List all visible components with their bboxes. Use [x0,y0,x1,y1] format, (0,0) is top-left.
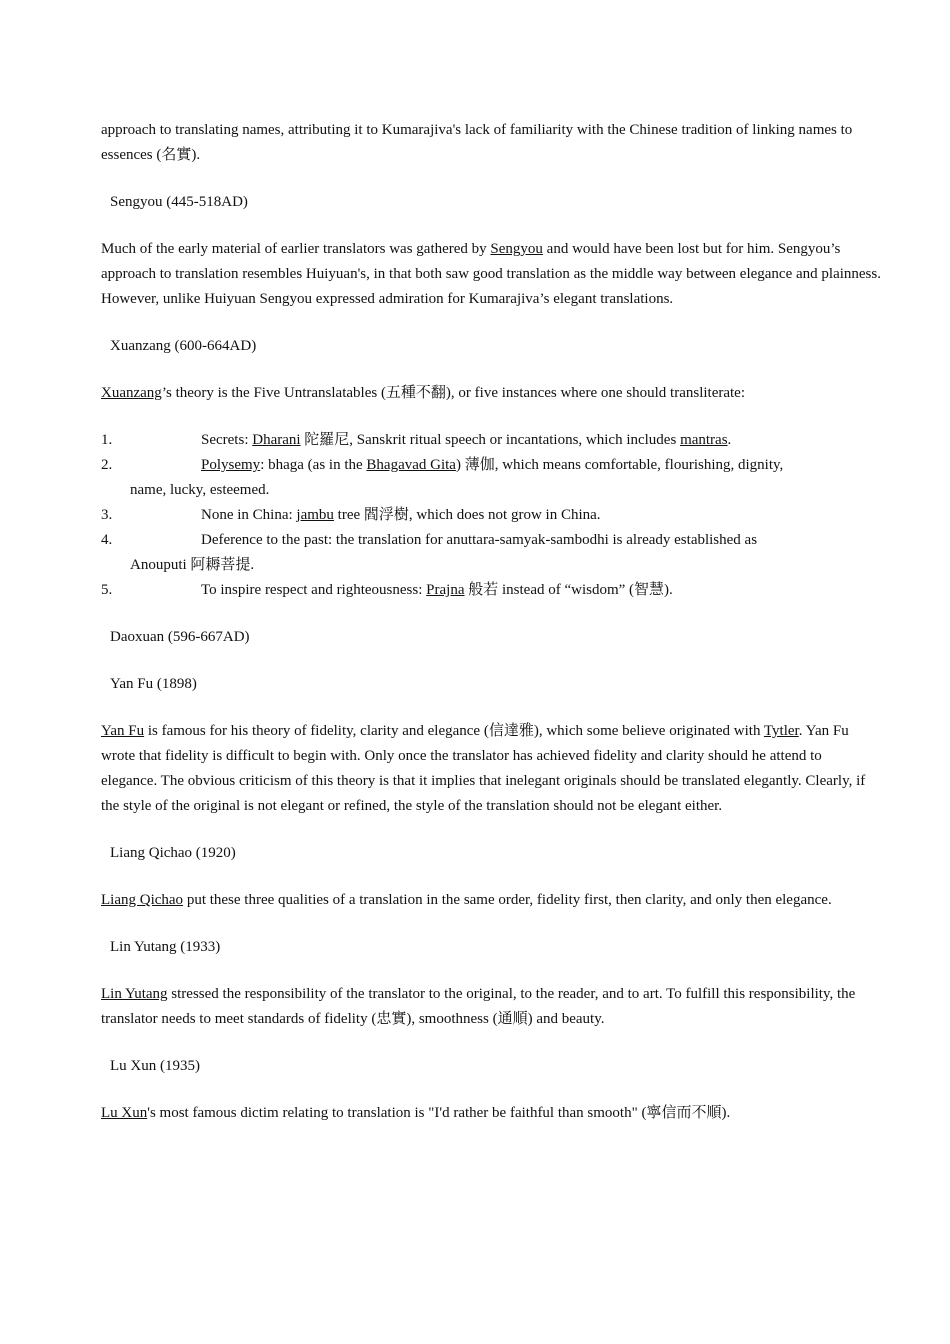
list-item: 1. Secrets: Dharani 陀羅尼, Sanskrit ritual speech or incantations, which includes mantras. [101,432,732,448]
link-prajna[interactable]: Prajna [426,582,465,598]
untranslatables-list [101,428,881,603]
paragraph-sengyou: Much of the early material of earlier translators was gathered by Sengyou and would have been lost but for him. Sengyou’s approach to translation resembles Huiyuan's, in that both saw good translation as the middle way between elegance and plainness. However, unlike Huiyuan Sengyou expressed admiration for Kumarajiva’s elegant translations. [101,241,881,307]
heading-lu-xun: Lu Xun (1935) [110,1058,200,1074]
link-lin-yutang[interactable]: Lin Yutang [101,986,168,1002]
list-item: 5. To inspire respect and righteousness: Prajna 般若 instead of “wisdom” (智慧). [101,582,673,598]
link-yan-fu[interactable]: Yan Fu [101,723,145,739]
link-liang-qichao[interactable]: Liang Qichao [101,892,184,908]
heading-xuanzang: Xuanzang (600-664AD) [110,338,257,354]
list-item: 2. Polysemy: bhaga (as in the Bhagavad Gita) 薄伽, which means comfortable, flourishing, dignity, name, lucky, esteemed. [101,457,784,498]
link-lu-xun[interactable]: Lu Xun [101,1105,148,1121]
paragraph-lin-yutang: Lin Yutang stressed the responsibility of the translator to the original, to the reader, and to art. To fulfill this responsibility, the translator needs to meet standards of fidelity (忠實), smoothness (通順) and beauty. [101,986,856,1027]
heading-lin-yutang: Lin Yutang (1933) [110,939,221,955]
link-dharani[interactable]: Dharani [252,432,301,448]
heading-daoxuan: Daoxuan (596-667AD) [110,629,250,645]
link-bhagavad-gita[interactable]: Bhagavad Gita [366,457,456,473]
link-sengyou[interactable]: Sengyou [490,241,543,257]
paragraph-yan-fu: Yan Fu is famous for his theory of fidelity, clarity and elegance (信達雅), which some believe originated with Tytler. Yan Fu wrote that fidelity is difficult to begin with. Only once the translator has achieved fidelity and clarity should he attend to elegance. The obvious criticism of this theory is that it implies that inelegant originals should be translated elegantly. Clearly, if the style of the original is not elegant or refined, the style of the translation should not be elegant either. [101,723,866,814]
link-jambu[interactable]: jambu [296,507,334,523]
link-tytler[interactable]: Tytler [763,723,799,739]
heading-yan-fu: Yan Fu (1898) [110,676,197,692]
list-item: 4. Deference to the past: the translation for anuttara-samyak-sambodhi is already established as Anouputi 阿耨菩提. [101,532,758,573]
paragraph-xuanzang: Xuanzang’s theory is the Five Untranslatables (五種不翻), or five instances where one should transliterate: [101,385,745,401]
paragraph-intro: approach to translating names, attributing it to Kumarajiva's lack of familiarity with the Chinese tradition of linking names to essences (名實). [101,122,853,163]
list-item: 3. None in China: jambu tree 閻浮樹, which does not grow in China. [101,507,601,523]
link-mantras[interactable]: mantras [680,432,728,448]
document-page [101,118,881,1148]
paragraph-liang-qichao: Liang Qichao put these three qualities of a translation in the same order, fidelity first, then clarity, and only then elegance. [101,892,832,908]
link-polysemy[interactable]: Polysemy [201,457,261,473]
paragraph-lu-xun: Lu Xun's most famous dictim relating to translation is "I'd rather be faithful than smooth" (寧信而不順). [101,1105,731,1121]
heading-sengyou: Sengyou (445-518AD) [110,194,248,210]
link-xuanzang[interactable]: Xuanzang [101,385,162,401]
heading-liang-qichao: Liang Qichao (1920) [110,845,236,861]
